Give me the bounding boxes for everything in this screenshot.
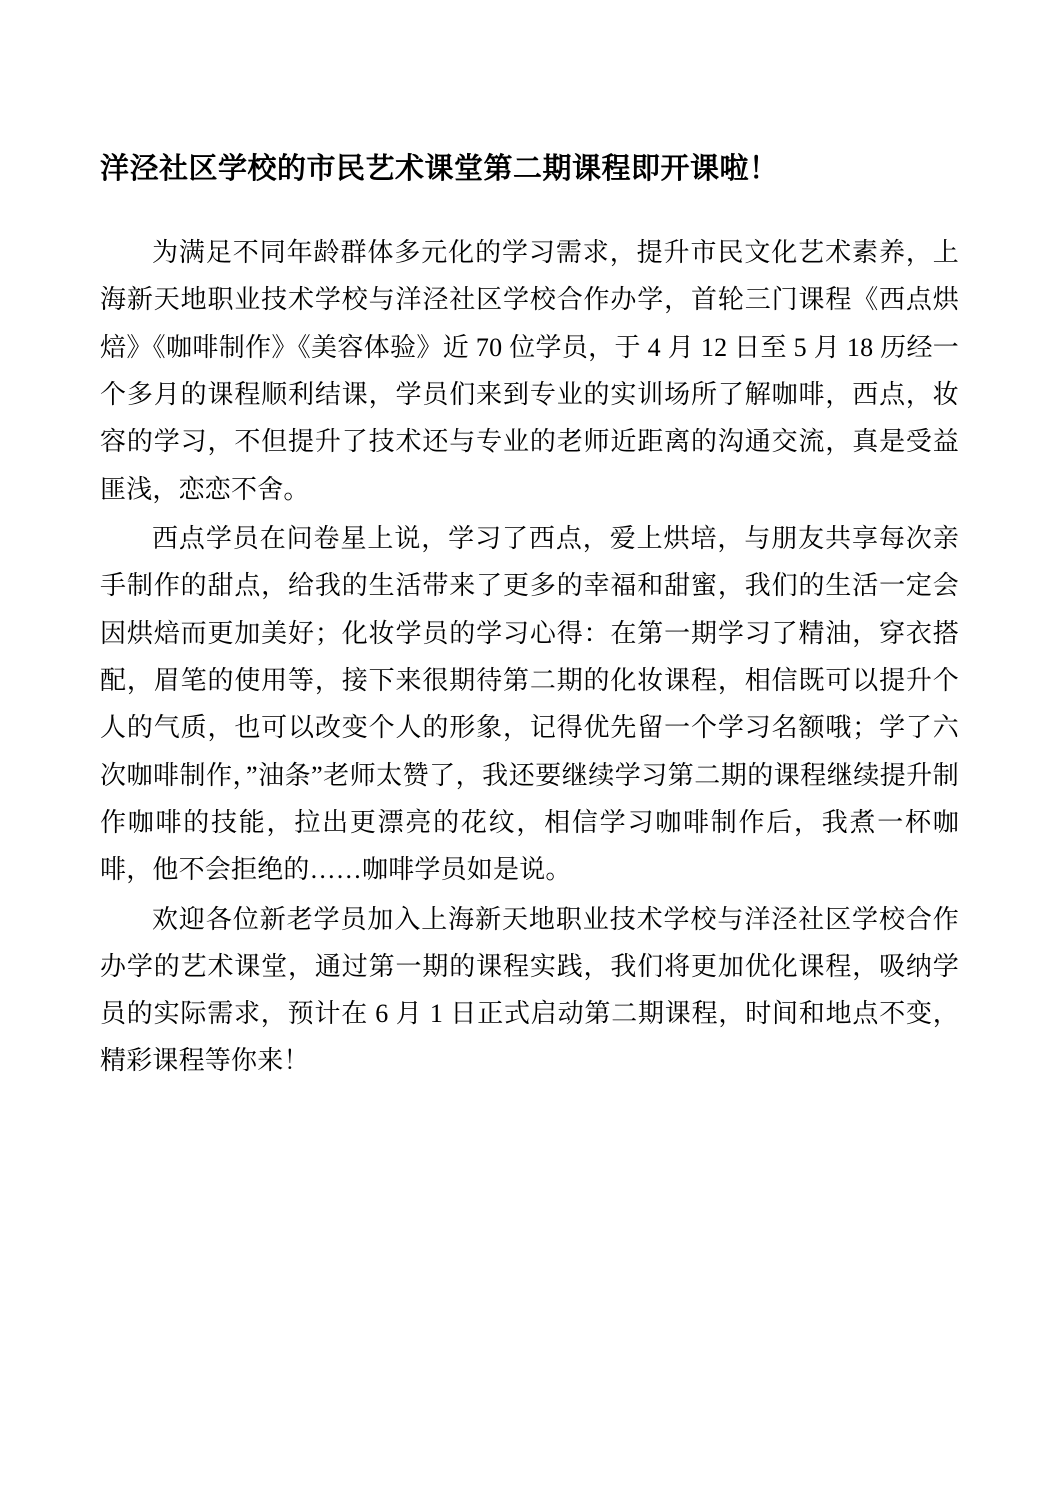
paragraph-1: 为满足不同年龄群体多元化的学习需求，提升市民文化艺术素养，上海新天地职业技术学校与洋泾社区学校合作办学，首轮三门课程《西点烘焙》《咖啡制作》《美容体验》近 70 位学员，于 4 月 12 日至 5 月 18 历经一个多月的课程顺利结课，学员们来到专业的实训场所了解咖啡，西点，妆容的学习，不但提升了技术还与专业的老师近距离的沟通交流，真是受益匪浅，恋恋不舍。	[100, 238, 959, 504]
paragraph-2: 西点学员在问卷星上说，学习了西点，爱上烘培，与朋友共享每次亲手制作的甜点，给我的生活带来了更多的幸福和甜蜜，我们的生活一定会因烘焙而更加美好；化妆学员的学习心得：在第一期学习了精油，穿衣搭配，眉笔的使用等，接下来很期待第二期的化妆课程，相信既可以提升个人的气质，也可以改变个人的形象，记得优先留一个学习名额哦；学了六次咖啡制作，”油条”老师太赞了，我还要继续学习第二期的课程继续提升制作咖啡的技能，拉出更漂亮的花纹，相信学习咖啡制作后，我煮一杯咖啡，他不会拒绝的……咖啡学员如是说。	[100, 524, 959, 885]
page-title: 洋泾社区学校的市民艺术课堂第二期课程即开课啦！	[100, 153, 779, 185]
paragraph-3: 欢迎各位新老学员加入上海新天地职业技术学校与洋泾社区学校合作办学的艺术课堂，通过第一期的课程实践，我们将更加优化课程，吸纳学员的实际需求，预计在 6 月 1 日正式启动第二期课程，时间和地点不变，精彩课程等你来！	[100, 904, 959, 1076]
